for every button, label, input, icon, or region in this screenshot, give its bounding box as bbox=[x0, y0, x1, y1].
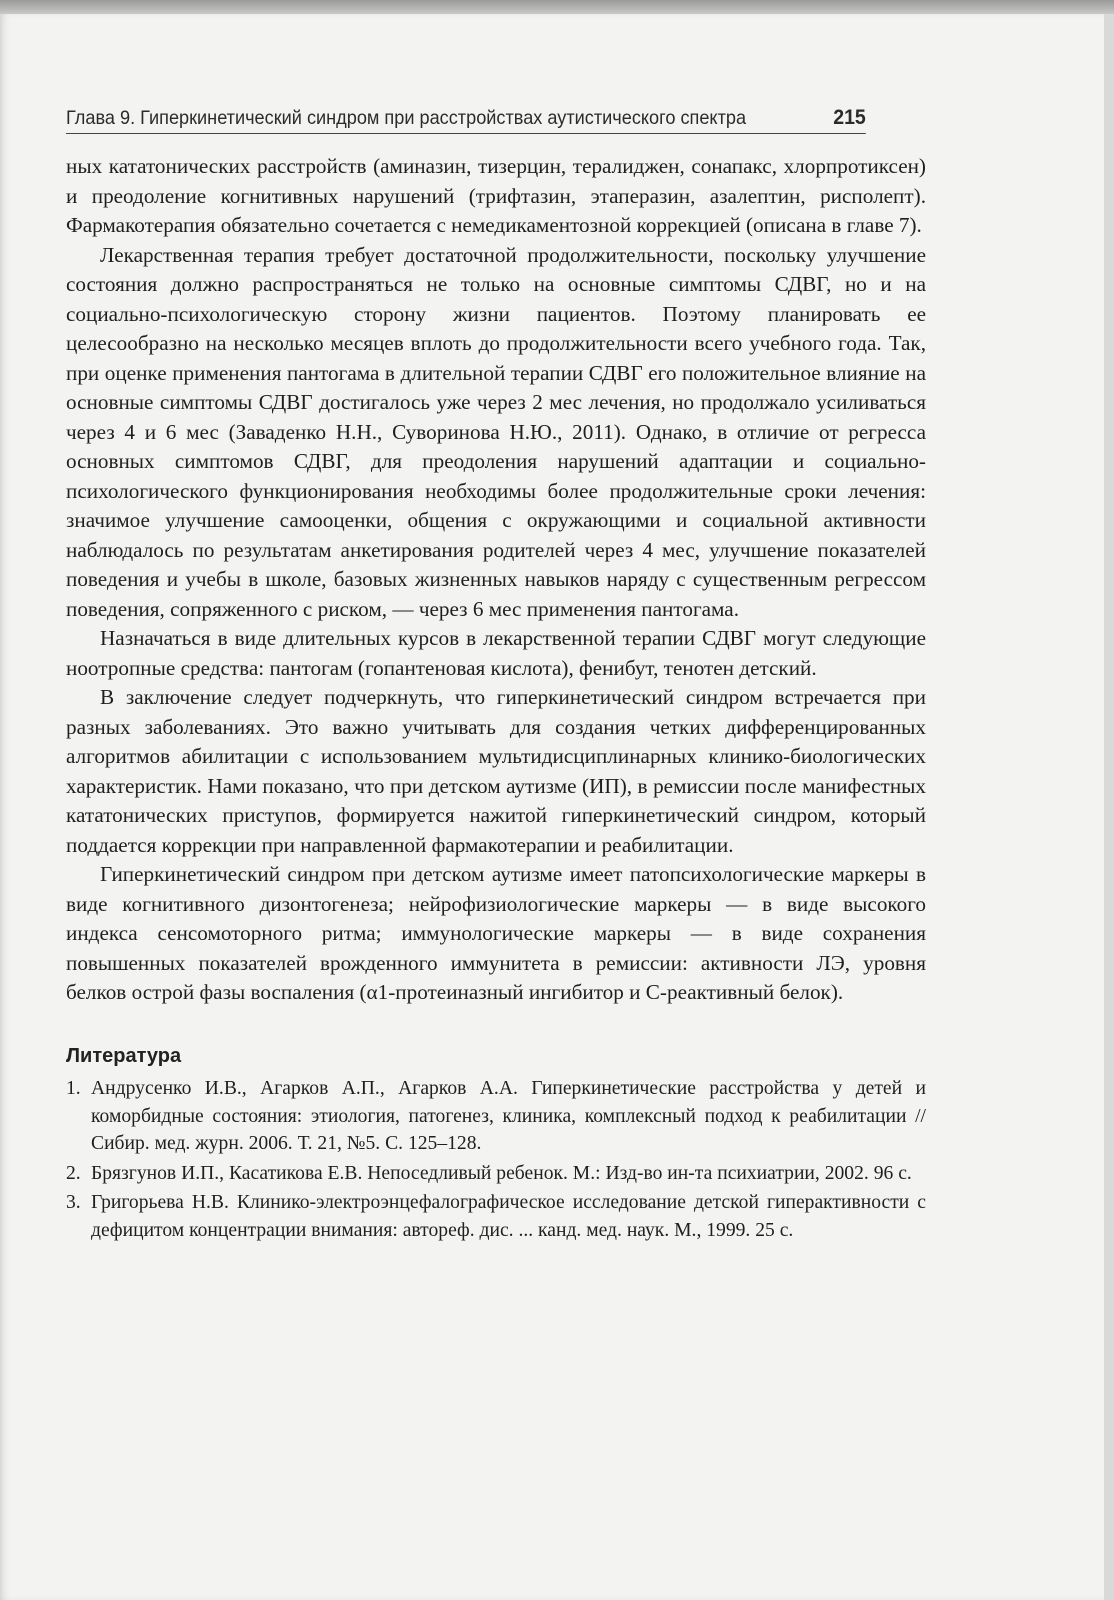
page-body bbox=[66, 152, 926, 1246]
references-list bbox=[66, 1075, 926, 1244]
page-number: 215 bbox=[833, 106, 866, 129]
paragraph-1: ных кататонических расстройств (аминазин, тизерцин, тералиджен, сонапакс, хлорпротиксен) и преодоление когнитивных нарушений (трифтазин, этаперазин, азалептин, рисполепт). Фармакотерапия обязательно сочетается с немедикаментозной коррекцией (описана в главе 7). bbox=[66, 154, 926, 237]
reference-item bbox=[66, 1075, 926, 1158]
reference-text: Брязгунов И.П., Касатикова Е.В. Непоседливый ребенок. М.: Изд-во ин-та психиатрии, 2002. 96 с. bbox=[91, 1162, 912, 1184]
reference-number: 3. bbox=[66, 1192, 81, 1213]
paragraph-5: Гиперкинетический синдром при детском аутизме имеет патопсихологические маркеры в виде когнитивного дизонтогенеза; нейрофизиологические маркеры — в виде высокого индекса сенсомоторного ритма; иммунологические маркеры — в виде сохранения повышенных показателей врожденного иммунитета в ремиссии: активности ЛЭ, уровня белков острой фазы воспаления (α1-протеиназный ингибитор и С-реактивный белок). bbox=[66, 862, 926, 1004]
chapter-title: Глава 9. Гиперкинетический синдром при расстройствах аутистического спектра bbox=[66, 107, 747, 129]
reference-item bbox=[66, 1160, 926, 1188]
reference-text: Григорьева Н.В. Клинико-электроэнцефалографическое исследование детской гиперактивности с дефицитом концентрации внимания: автореф. дис. ... канд. мед. наук. М., 1999. 25 с. bbox=[91, 1192, 926, 1241]
paragraph-3: Назначаться в виде длительных курсов в лекарственной терапии СДВГ могут следующие ноотропные средства: пантогам (гопантеновая кислота), фенибут, тенотен детский. bbox=[66, 626, 926, 680]
running-header bbox=[66, 106, 866, 134]
reference-number: 1. bbox=[66, 1078, 81, 1099]
references-heading: Литература bbox=[66, 1044, 182, 1067]
paragraph-4: В заключение следует подчеркнуть, что гиперкинетический синдром встречается при разных заболеваниях. Это важно учитывать для создания четких дифференцированных алгоритмов абилитации с использованием мультидисциплинарных клинико-биологических характеристик. Нами показано, что при детском аутизме (ИП), в ремиссии после манифестных кататонических приступов, формируется нажитой гиперкинетический синдром, который поддается коррекции при направленной фармакотерапии и реабилитации. bbox=[66, 685, 926, 857]
reference-item bbox=[66, 1189, 926, 1244]
paragraph-2: Лекарственная терапия требует достаточной продолжительности, поскольку улучшение состояния должно распространяться не только на основные симптомы СДВГ, но и на социально-психологическую сторону жизни пациентов. Поэтому планировать ее целесообразно на несколько месяцев вплоть до продолжительности всего учебного года. Так, при оценке применения пантогама в длительной терапии СДВГ его положительное влияние на основные симптомы СДВГ достигалось уже через 2 мес лечения, но продолжало усиливаться через 4 и 6 мес (Заваденко Н.Н., Суворинова Н.Ю., 2011). Однако, в отличие от регресса основных симптомов СДВГ, для преодоления нарушений адаптации и социально-психологического функционирования необходимы более продолжительные сроки лечения: значимое улучшение самооценки, общения с окружающими и социальной активности наблюдалось по результатам анкетирования родителей через 4 мес, улучшение показателей поведения и учебы в школе, базовых жизненных навыков наряду с существенным регрессом поведения, сопряженного с риском, — через 6 мес применения пантогама. bbox=[66, 242, 926, 621]
reference-text: Андрусенко И.В., Агарков А.П., Агарков А.А. Гиперкинетические расстройства у детей и коморбидные состояния: этиология, патогенез, клиника, комплексный подход к реабилитации // Сибир. мед. журн. 2006. Т. 21, №5. С. 125–128. bbox=[91, 1078, 926, 1154]
reference-number: 2. bbox=[66, 1162, 81, 1184]
scan-top-edge bbox=[0, 0, 1114, 14]
